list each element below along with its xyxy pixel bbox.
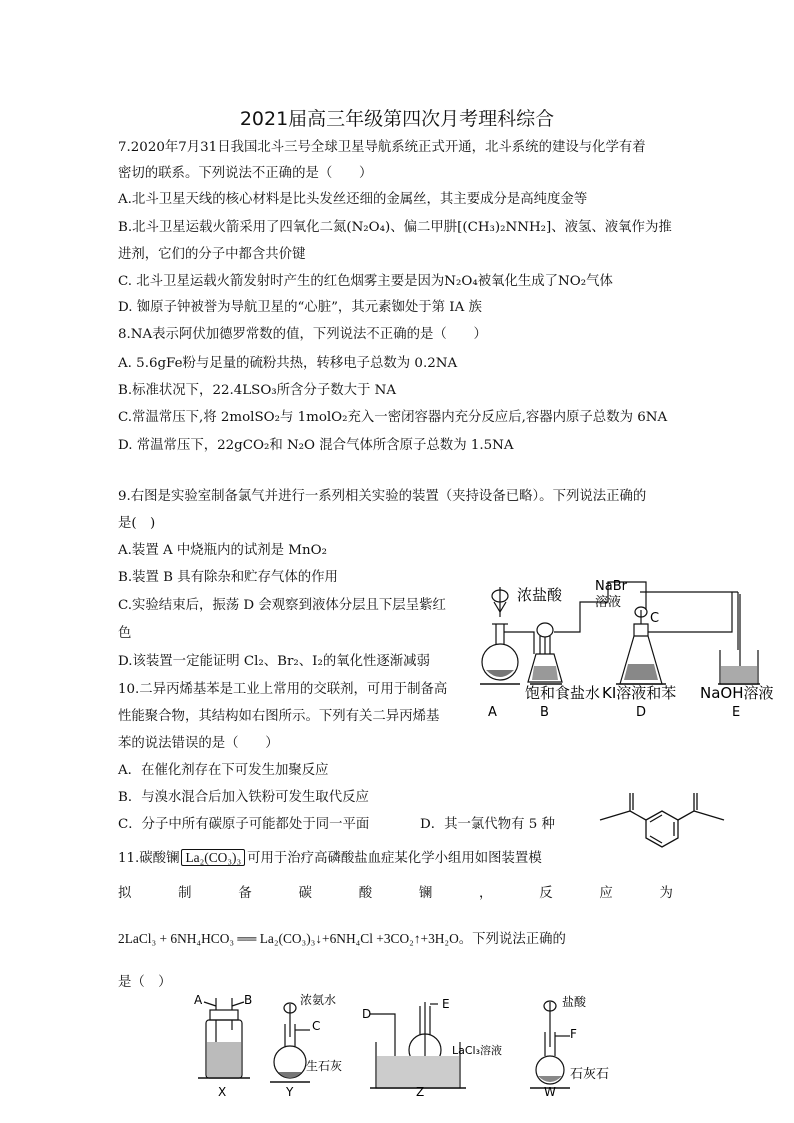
label-c: C <box>312 1019 321 1033</box>
q10-stem-line3: 苯的说法错误的是（ ） <box>118 736 279 751</box>
spread-word: 备 <box>238 886 252 901</box>
q7-option-b-line1: B.北斗卫星运载火箭采用了四氧化二氮(N₂O₄)、偏二甲肼[(CH₃)₂NNH₂]、液氢、液氧作为推 <box>118 220 672 235</box>
diisopropenylbenzene-structure <box>592 772 732 862</box>
q10-option-b: B．与溴水混合后加入铁粉可发生取代反应 <box>118 790 369 805</box>
q11-stem-line2 <box>118 884 673 904</box>
label-c: C <box>650 611 660 626</box>
label-lacl3-solution: LaCl₃溶液 <box>452 1044 503 1057</box>
q9-stem-line1: 9.右图是实验室制备氯气并进行一系列相关实验的装置（夹持设备已略）。下列说法正确的 <box>118 489 647 504</box>
label-naoh-solution: NaOH溶液 <box>700 684 774 702</box>
label-hydrochloric-acid: 盐酸 <box>562 995 587 1009</box>
q7-option-d: D. 铷原子钟被誉为导航卫星的“心脏”，其元素铷处于第 IA 族 <box>118 300 482 315</box>
label-d: D <box>362 1007 372 1021</box>
page-title: 2021届高三年级第四次月考理科综合 <box>239 108 555 130</box>
q7-stem-line1: 7.2020年7月31日我国北斗三号全球卫星导航系统正式开通，北斗系统的建设与化学有着 <box>118 140 646 155</box>
lanthanum-carbonate-formula: La₂(CO₃)₃ <box>181 849 245 866</box>
label-z: Z <box>416 1085 425 1099</box>
label-a: A <box>194 993 203 1007</box>
q8-option-a: A. 5.6gFe粉与足量的硫粉共热，转移电子总数为 0.2NA <box>118 356 458 371</box>
q10-stem-line1: 10.二异丙烯基苯是工业上常用的交联剂，可用于制备高 <box>118 682 448 697</box>
label-e: E <box>442 997 450 1011</box>
label-f: F <box>570 1027 577 1041</box>
label-quicklime: 生石灰 <box>306 1059 343 1073</box>
q9-option-a: A.装置 A 中烧瓶内的试剂是 MnO₂ <box>118 543 327 558</box>
q11-equation-line <box>118 929 566 950</box>
label-e: E <box>732 705 741 720</box>
label-x: X <box>218 1085 227 1099</box>
label-b: B <box>540 705 549 720</box>
label-y: Y <box>286 1085 294 1099</box>
label-w: W <box>544 1085 556 1099</box>
q8-option-d: D. 常温常压下，22gCO₂和 N₂O 混合气体所含原子总数为 1.5NA <box>118 438 514 453</box>
q10-stem-line2: 性能聚合物，其结构如右图所示。下列有关二异丙烯基 <box>118 709 440 724</box>
label-b: B <box>244 993 253 1007</box>
q9-option-c-line2: 色 <box>118 626 132 641</box>
label-concentrated-hcl: 浓盐酸 <box>517 586 563 604</box>
spread-word: ， <box>479 886 493 901</box>
spread-word: 镧 <box>418 886 433 901</box>
label-concentrated-ammonia: 浓氨水 <box>300 993 337 1007</box>
label-limestone: 石灰石 <box>570 1067 610 1082</box>
label-a: A <box>488 705 497 720</box>
q10-option-d: D．其一氯代物有 5 种 <box>420 817 555 832</box>
label-nabr: NaBr <box>595 579 627 594</box>
spread-word: 酸 <box>358 886 373 901</box>
q8-stem: 8.NA表示阿伏加德罗常数的值，下列说法不正确的是（ ） <box>118 327 487 342</box>
q11-stem-end: 是（ ） <box>118 975 172 990</box>
spread-word: 为 <box>659 886 673 901</box>
q8-option-c: C.常温常压下,将 2molSO₂与 1molO₂充入一密闭容器内充分反应后,容器内原子总数为 6NA <box>118 410 668 425</box>
q9-option-b: B.装置 B 具有除杂和贮存气体的作用 <box>118 570 338 585</box>
spread-word: 应 <box>599 886 613 901</box>
label-nabr-solution: 溶液 <box>595 595 622 610</box>
q7-option-a: A.北斗卫星天线的核心材料是比头发丝还细的金属丝，其主要成分是高纯度金等 <box>118 192 588 207</box>
q9-option-c-line1: C.实验结束后，振荡 D 会观察到液体分层且下层呈紫红 <box>118 598 446 613</box>
q11-stem-prefix: 11.碳酸镧 <box>118 851 180 866</box>
spread-word: 反 <box>539 886 553 901</box>
reaction-equation: 2LaCl₃ + 6NH₄HCO₃ ══ La₂(CO₃)₃↓+6NH₄Cl +3CO₂↑+3H₂O <box>118 931 459 946</box>
q8-option-b: B.标准状况下，22.4LSO₃所含分子数大于 NA <box>118 383 397 398</box>
q9-stem-line2: 是( ) <box>118 516 156 531</box>
spread-word: 拟 <box>118 886 132 901</box>
q11-stem-line1 <box>118 848 542 869</box>
spread-word: 碳 <box>298 886 312 901</box>
label-saturated-saltwater: 饱和食盐水 <box>525 684 601 702</box>
q7-stem-line2: 密切的联系。下列说法不正确的是（ ） <box>118 166 373 181</box>
q7-option-b-line2: 进剂，它们的分子中都含共价键 <box>118 247 306 262</box>
chlorine-apparatus-figure <box>470 572 790 722</box>
label-d: D <box>636 705 647 720</box>
q7-option-c: C. 北斗卫星运载火箭发射时产生的红色烟雾主要是因为N₂O₄被氧化生成了NO₂气体 <box>118 274 613 289</box>
q11-stem-suffix: 可用于治疗高磷酸盐血症某化学小组用如图装置模 <box>247 851 542 866</box>
q11-equation-tail: 。下列说法正确的 <box>458 932 566 947</box>
label-ki-benzene: KI溶液和苯 <box>602 684 677 702</box>
spread-word: 制 <box>178 886 192 901</box>
q10-option-c: C．分子中所有碳原子可能都处于同一平面 <box>118 817 370 832</box>
q10-option-a: A．在催化剂存在下可发生加聚反应 <box>118 763 329 778</box>
lanthanum-carbonate-apparatus-figure <box>190 992 620 1100</box>
q9-option-d: D.该装置一定能证明 Cl₂、Br₂、I₂的氧化性逐渐减弱 <box>118 654 430 669</box>
